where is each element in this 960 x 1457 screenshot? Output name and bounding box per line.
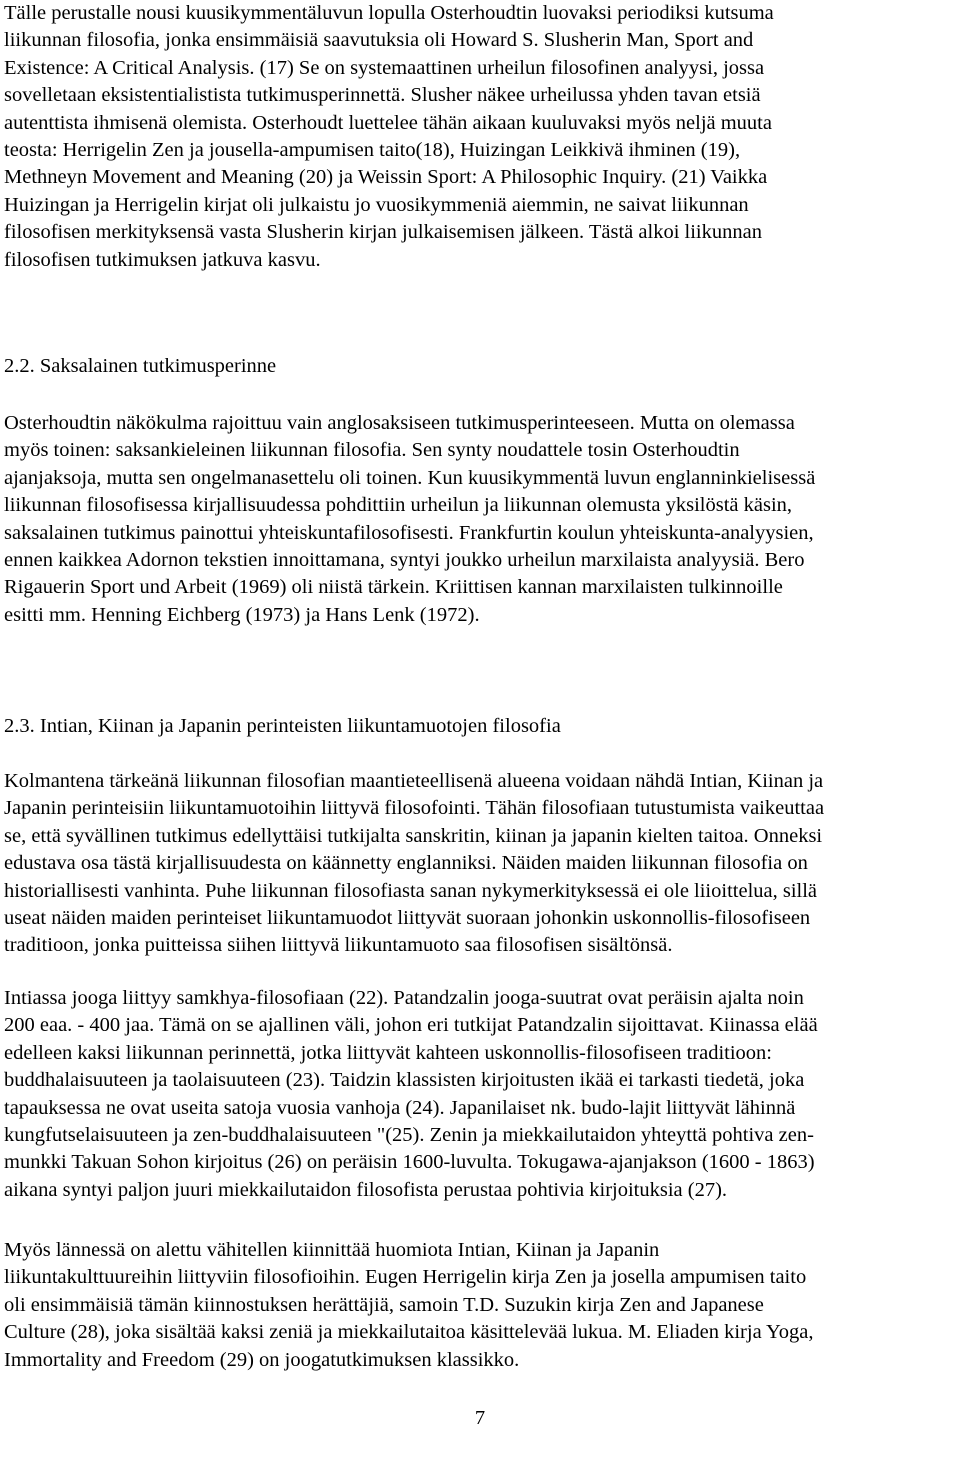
text-line: liikuntakulttuureihin liittyviin filosofioihin. Eugen Herrigelin kirja Zen ja josella ampumisen taito	[4, 1266, 807, 1289]
text-line: 200 eaa. - 400 jaa. Tämä on se ajallinen väli, johon eri tutkijat Patandzalin sijoittavat. Kiinassa elää	[4, 1014, 818, 1037]
page-number: 7	[474, 1407, 486, 1429]
text-line: tapauksessa ne ovat useita satoja vuosia vanhoja (24). Japanilaiset nk. budo-lajit liittyvät lähinnä	[4, 1096, 796, 1119]
intro-paragraph	[4, 0, 774, 274]
section-2-2-heading: 2.2. Saksalainen tutkimusperinne	[4, 355, 277, 377]
section-2-2-paragraph	[4, 410, 815, 629]
text-line: Kolmantena tärkeänä liikunnan filosofian maantieteellisenä alueena voidaan nähdä Intian, Kiinan ja	[4, 770, 824, 792]
text-line: Japanin perinteisiin liikuntamuotoihin liittyvä filosofointi. Tähän filosofiaan tutustumista vaikeuttaa	[4, 797, 825, 820]
text-line: munkki Takuan Sohon kirjoitus (26) on peräisin 1600-luvulta. Tokugawa-ajanjakson (1600 - 1863)	[4, 1151, 815, 1174]
text-line: oli ensimmäisiä tämän kiinnostuksen herättäjiä, samoin T.D. Suzukin kirja Zen and Japanese	[4, 1293, 764, 1316]
text-line: traditioon, jonka puitteissa siihen liittyvä liikuntamuoto saa filosofisen sisältönsä.	[4, 934, 673, 957]
text-line: sovelletaan eksistentialistista tutkimusperinnettä. Slusher näkee urheilussa yhden tavan etsiä	[4, 84, 761, 107]
section-2-3-paragraph-3	[4, 1237, 814, 1374]
text-line: Intiassa jooga liittyy samkhya-filosofiaan (22). Patandzalin jooga-suutrat ovat peräisin ajalta noin	[4, 987, 804, 1009]
text-line: useat näiden maiden perinteiset liikuntamuodot liittyvät suoraan johonkin uskonnollis-filosofiseen	[4, 906, 811, 929]
text-line: Myös lännessä on alettu vähitellen kiinnittää huomiota Intian, Kiinan ja Japanin	[4, 1239, 660, 1261]
text-line: kungfutselaisuuteen ja zen-buddhalaisuuteen "(25). Zenin ja miekkailutaidon yhteyttä pohtiva zen-	[4, 1123, 814, 1146]
text-line: Osterhoudtin näkökulma rajoittuu vain anglosaksiseen tutkimusperinteeseen. Mutta on olemassa	[4, 412, 795, 434]
section-2-3-paragraph-1	[4, 768, 824, 960]
text-line: Rigauerin Sport und Arbeit (1969) oli niistä tärkein. Kriittisen kannan marxilaisten tulkinnoille	[4, 576, 783, 599]
text-line: ennen kaikkea Adornon tekstien innoittamana, syntyi joukko urheilun marxilaista analyysiä. Bero	[4, 548, 805, 571]
text-line: historiallisesti vanhinta. Puhe liikunnan filosofiasta sanan nykymerkityksessä ei ole liioittelua, sillä	[4, 879, 818, 902]
text-line: saksalainen tutkimus painottui yhteiskuntafilosofisesti. Frankfurtin koulun yhteiskunta-analyysien,	[4, 521, 814, 544]
text-line: Existence: A Critical Analysis. (17) Se on systemaattinen urheilun filosofinen analyysi, jossa	[4, 56, 765, 79]
text-line: filosofisen merkityksensä vasta Slusherin kirjan julkaisemisen jälkeen. Tästä alkoi liikunnan	[4, 221, 762, 244]
text-line: edustava osa tästä kirjallisuudesta on käännetty englanniksi. Näiden maiden liikunnan filosofia on	[4, 852, 808, 875]
section-2-3-heading: 2.3. Intian, Kiinan ja Japanin perinteisten liikuntamuotojen filosofia	[4, 715, 561, 737]
text-line: Culture (28), joka sisältää kaksi zeniä ja miekkailutaitoa käsittelevää lukua. M. Eliaden kirja Yoga,	[4, 1321, 814, 1344]
text-line: esitti mm. Henning Eichberg (1973) ja Hans Lenk (1972).	[4, 603, 480, 626]
text-line: Immortality and Freedom (29) on joogatutkimuksen klassikko.	[4, 1348, 520, 1371]
section-heading	[4, 713, 561, 740]
text-line: se, että syvällinen tutkimus edellyttäisi tutkijalta sanskritin, kiinan ja japanin kielten taitoa. Onneksi	[4, 824, 823, 847]
text-line: liikunnan filosofisessa kirjallisuudessa pohdittiin urheilun ja liikunnan olemusta yksilöstä käsin,	[4, 494, 793, 517]
text-line: aikana syntyi paljon juuri miekkailutaidon filosofista perustaa pohtivia kirjoituksia (27).	[4, 1178, 728, 1201]
section-heading	[4, 353, 276, 380]
text-line: Huizingan ja Herrigelin kirjat oli julkaistu jo vuosikymmeniä aiemmin, ne saivat liikunnan	[4, 193, 749, 216]
text-line: Tälle perustalle nousi kuusikymmentäluvun lopulla Osterhoudtin luovaksi periodiksi kutsuma	[4, 2, 774, 24]
text-line: edelleen kaksi liikunnan perinnettä, jotka liittyvät kahteen uskonnollis-filosofiseen traditioon:	[4, 1041, 772, 1064]
text-line: Methneyn Movement and Meaning (20) ja Weissin Sport: A Philosophic Inquiry. (21) Vaikka	[4, 166, 768, 189]
text-line: myös toinen: saksankieleinen liikunnan filosofia. Sen synty noudattele tosin Osterhoudtin	[4, 439, 740, 462]
text-line: filosofisen tutkimuksen jatkuva kasvu.	[4, 248, 321, 271]
text-line: teosta: Herrigelin Zen ja jousella-ampumisen taito(18), Huizingan Leikkivä ihminen (19),	[4, 138, 741, 161]
text-line: ajanjaksoja, mutta sen ongelmanasettelu oli toinen. Kun kuusikymmentä luvun englanninkielisessä	[4, 466, 816, 489]
text-line: liikunnan filosofia, jonka ensimmäisiä saavutuksia oli Howard S. Slusherin Man, Sport and	[4, 29, 754, 52]
text-line: autenttista ihmisenä olemista. Osterhoudt luettelee tähän aikaan kuuluvaksi myös neljä muuta	[4, 111, 772, 134]
section-2-3-paragraph-2	[4, 985, 818, 1204]
text-line: buddhalaisuuteen ja taolaisuuteen (23). Taidzin klassisten kirjoitusten ikää ei tarkasti tiedetä, joka	[4, 1069, 805, 1092]
